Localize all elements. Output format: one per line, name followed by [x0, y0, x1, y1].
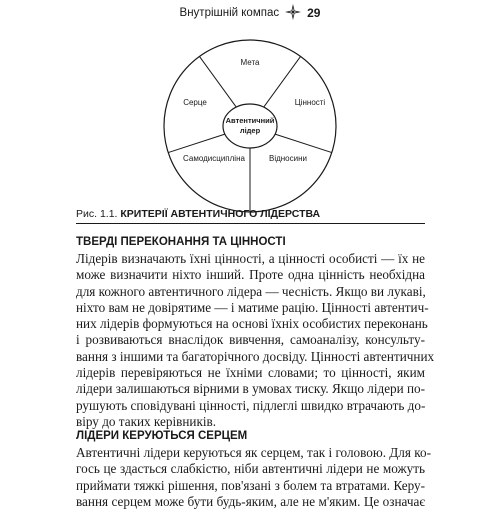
text-line: приймати тяжкі рішення, пов'язані з болем та втратами. Керу-: [76, 477, 425, 493]
figure-caption: [76, 208, 425, 224]
figure-caption-label: Рис. 1.1.: [76, 208, 118, 220]
running-header: [0, 3, 500, 23]
segment-label-self-discipline: Самодисципліна: [183, 154, 245, 163]
text-line: Автентичні лідери керуються як серцем, так і головою. Для ко-: [76, 445, 431, 460]
section-heading-heart: ЛІДЕРИ КЕРУЮТЬСЯ СЕРЦЕМ: [76, 430, 248, 442]
page-number: 29: [307, 6, 321, 20]
figure-caption-title: КРИТЕРІЇ АВТЕНТИЧНОГО ЛІДЕРСТВА: [120, 208, 321, 220]
text-line: вання серцем може бути будь-яким, але не м'яким. Це означає: [76, 493, 425, 509]
running-title: Внутрішній компас: [179, 7, 280, 19]
text-line: вання з іншими та багаторічного досвіду. Цінності автентичних: [76, 348, 435, 364]
section-heading-values: ТВЕРДІ ПЕРЕКОНАННЯ ТА ЦІННОСТІ: [76, 236, 286, 248]
text-line: Лідерів визначають їхні цінності, а цінності особисті — їх не: [76, 251, 425, 266]
text-line: гось це здасться слабкістю, ніби автентичні лідери не можуть: [76, 461, 425, 477]
center-label-line-1: Автентичний: [225, 116, 275, 125]
text-line: ніхто вам не довірятиме — і матиме рацію. Цінності автентич-: [76, 299, 429, 315]
segment-label-relationships: Відносини: [268, 154, 308, 163]
authentic-leader-diagram: [160, 36, 340, 216]
wheel-diagram: [160, 36, 340, 216]
compass-rose-icon: [285, 4, 301, 23]
text-line: віру до таких керівників.: [76, 413, 217, 429]
text-line: лідери залишаються вірними в умовах тиску. Якщо лідери по-: [76, 381, 426, 397]
text-line: лідерів перевіряються не їхніми словами; то цінності, яким: [76, 365, 425, 381]
segment-divider: [275, 134, 332, 152]
segment-label-heart: Серце: [183, 98, 207, 107]
text-line: рушують сповідувані цінності, підлеглі швидко втрачають до-: [76, 397, 426, 413]
text-line: для кожного автентичного лідера — чесність. Якщо ви лукаві,: [76, 283, 426, 299]
section-paragraph-heart: [76, 445, 431, 510]
segment-divider: [168, 134, 225, 152]
text-line: може визначити ніхто інший. Проте одна цінність необхідна: [76, 267, 425, 283]
center-label-line-2: лідер: [239, 126, 261, 135]
segment-label-purpose: Мета: [240, 58, 260, 67]
text-line: них лідерів формуються на основі їхніх особистих переконань: [76, 316, 428, 332]
segment-label-values: Цінності: [294, 98, 326, 107]
text-line: і розвиваються внаслідок вивчення, самоаналізу, консульту-: [76, 332, 425, 348]
section-paragraph-values: [76, 251, 435, 430]
